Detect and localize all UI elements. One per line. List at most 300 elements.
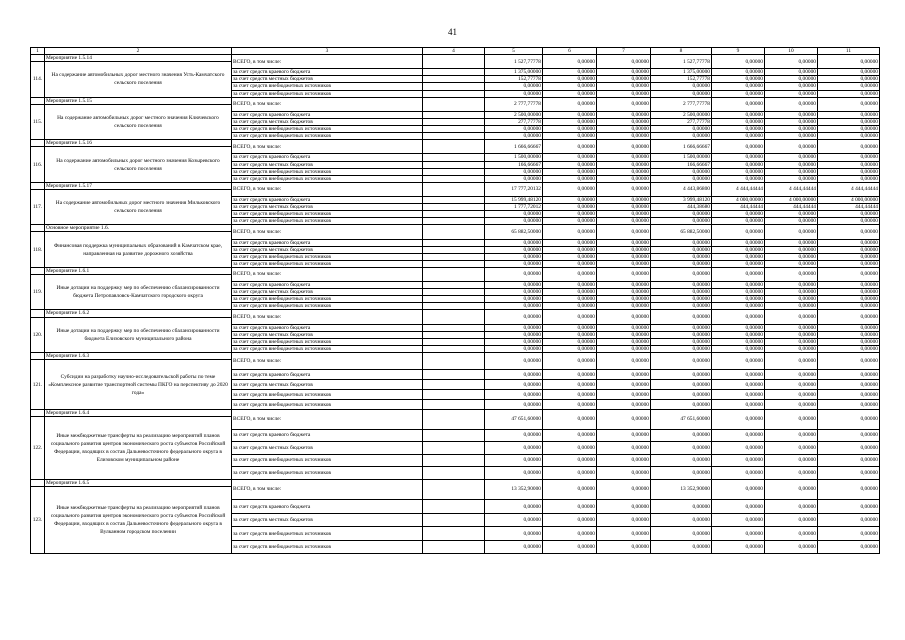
blank-cell bbox=[31, 310, 45, 317]
amount-cell: 4 000,00000 bbox=[765, 196, 818, 203]
amount-cell: 0,00000 bbox=[597, 267, 651, 281]
amount-cell: 0,00000 bbox=[597, 345, 651, 352]
amount-cell: 0,00000 bbox=[818, 338, 880, 345]
amount-cell: 0,00000 bbox=[597, 303, 651, 310]
amount-cell: 2 500,00000 bbox=[485, 111, 543, 118]
amount-cell: 47 651,60000 bbox=[651, 410, 712, 430]
funding-source: за счет средств внебюджетных источников bbox=[232, 175, 423, 182]
amount-cell: 0,00000 bbox=[597, 211, 651, 218]
column-number: 9 bbox=[712, 48, 765, 55]
amount-cell: 0,00000 bbox=[543, 479, 597, 500]
amount-cell: 0,00000 bbox=[485, 303, 543, 310]
amount-cell: 0,00000 bbox=[543, 182, 597, 196]
amount-cell: 0,00000 bbox=[597, 400, 651, 410]
blank-cell bbox=[423, 204, 485, 211]
amount-cell: 0,00000 bbox=[543, 126, 597, 133]
amount-cell: 0,00000 bbox=[597, 260, 651, 267]
amount-cell: 2 777,77778 bbox=[485, 97, 543, 111]
amount-cell: 0,00000 bbox=[818, 324, 880, 331]
amount-cell: 0,00000 bbox=[597, 111, 651, 118]
amount-cell: 0,00000 bbox=[818, 454, 880, 467]
blank-cell bbox=[423, 400, 485, 410]
amount-cell: 0,00000 bbox=[765, 97, 818, 111]
amount-cell: 0,00000 bbox=[765, 168, 818, 175]
amount-cell: 0,00000 bbox=[712, 400, 765, 410]
amount-cell: 0,00000 bbox=[712, 126, 765, 133]
amount-cell: 0,00000 bbox=[765, 55, 818, 69]
funding-source: за счет средств краевого бюджета bbox=[232, 500, 423, 514]
amount-cell: 0,00000 bbox=[765, 370, 818, 380]
amount-cell: 0,00000 bbox=[651, 513, 712, 527]
funding-source: за счет средств краевого бюджета bbox=[232, 196, 423, 203]
blank-cell bbox=[31, 267, 45, 274]
group-code-row bbox=[31, 267, 880, 274]
blank-cell bbox=[423, 111, 485, 118]
amount-cell: 0,00000 bbox=[818, 390, 880, 400]
funding-source: за счет средств местных бюджетов bbox=[232, 442, 423, 455]
amount-cell: 0,00000 bbox=[818, 161, 880, 168]
amount-cell: 4 444,44444 bbox=[765, 182, 818, 196]
amount-cell: 0,00000 bbox=[712, 118, 765, 125]
group-code-row bbox=[31, 225, 880, 232]
amount-cell: 0,00000 bbox=[543, 204, 597, 211]
blank-cell bbox=[423, 454, 485, 467]
amount-cell: 0,00000 bbox=[651, 289, 712, 296]
amount-cell: 0,00000 bbox=[543, 442, 597, 455]
amount-cell: 0,00000 bbox=[712, 175, 765, 182]
row-index: 114. bbox=[31, 62, 45, 97]
amount-cell: 0,00000 bbox=[597, 540, 651, 554]
funding-source: за счет средств внебюджетных источников bbox=[232, 338, 423, 345]
amount-cell: 0,00000 bbox=[818, 225, 880, 239]
column-number: 4 bbox=[423, 48, 485, 55]
blank-cell bbox=[423, 196, 485, 203]
amount-cell: 0,00000 bbox=[712, 239, 765, 246]
blank-cell bbox=[423, 246, 485, 253]
amount-cell: 0,00000 bbox=[765, 90, 818, 97]
amount-cell: 4 444,44444 bbox=[712, 182, 765, 196]
amount-cell: 0,00000 bbox=[597, 55, 651, 69]
amount-cell: 0,00000 bbox=[765, 400, 818, 410]
amount-cell: 0,00000 bbox=[818, 345, 880, 352]
amount-cell: 0,00000 bbox=[543, 410, 597, 430]
amount-cell: 0,00000 bbox=[651, 467, 712, 480]
amount-cell: 0,00000 bbox=[651, 324, 712, 331]
amount-cell: 0,00000 bbox=[712, 429, 765, 442]
budget-table bbox=[30, 47, 880, 554]
amount-cell: 0,00000 bbox=[818, 400, 880, 410]
amount-cell: 0,00000 bbox=[651, 126, 712, 133]
blank-cell bbox=[423, 154, 485, 161]
amount-cell: 0,00000 bbox=[543, 260, 597, 267]
amount-cell: 0,00000 bbox=[543, 282, 597, 289]
funding-source: за счет средств внебюджетных источников bbox=[232, 211, 423, 218]
amount-cell: 0,00000 bbox=[485, 239, 543, 246]
amount-cell: 0,00000 bbox=[543, 90, 597, 97]
amount-cell: 0,00000 bbox=[651, 239, 712, 246]
measure-code: Мероприятие 1.5.16 bbox=[45, 140, 232, 147]
amount-cell: 444,44444 bbox=[818, 204, 880, 211]
column-number: 8 bbox=[651, 48, 712, 55]
funding-source: за счет средств местных бюджетов bbox=[232, 513, 423, 527]
amount-cell: 0,00000 bbox=[485, 527, 543, 541]
amount-cell: 0,00000 bbox=[543, 76, 597, 83]
amount-cell: 0,00000 bbox=[597, 253, 651, 260]
amount-cell: 166,66667 bbox=[651, 161, 712, 168]
amount-cell: 0,00000 bbox=[712, 168, 765, 175]
amount-cell: 0,00000 bbox=[485, 513, 543, 527]
amount-cell: 0,00000 bbox=[597, 479, 651, 500]
amount-cell: 0,00000 bbox=[818, 310, 880, 324]
amount-cell: 0,00000 bbox=[818, 239, 880, 246]
amount-cell: 0,00000 bbox=[485, 218, 543, 225]
blank-cell bbox=[423, 90, 485, 97]
amount-cell: 0,00000 bbox=[485, 442, 543, 455]
amount-cell: 0,00000 bbox=[712, 83, 765, 90]
amount-cell: 0,00000 bbox=[765, 133, 818, 140]
amount-cell: 0,00000 bbox=[543, 500, 597, 514]
amount-cell: 0,00000 bbox=[818, 126, 880, 133]
amount-cell: 0,00000 bbox=[543, 267, 597, 281]
amount-cell: 0,00000 bbox=[765, 454, 818, 467]
amount-cell: 0,00000 bbox=[818, 479, 880, 500]
amount-cell: 0,00000 bbox=[651, 400, 712, 410]
amount-cell: 0,00000 bbox=[818, 289, 880, 296]
funding-source: за счет средств краевого бюджета bbox=[232, 154, 423, 161]
measure-description: Иные межбюджетные трансферты на реализацию мероприятий планов социального развития центров экономического роста субъектов Российской Федерации, входящих в состав Дальневосточного федерального округа в Вулканном городском поселении bbox=[45, 486, 232, 554]
amount-cell: 0,00000 bbox=[712, 97, 765, 111]
amount-cell: 0,00000 bbox=[765, 479, 818, 500]
amount-cell: 0,00000 bbox=[712, 310, 765, 324]
amount-cell: 0,00000 bbox=[765, 429, 818, 442]
amount-cell: 0,00000 bbox=[712, 140, 765, 154]
amount-cell: 0,00000 bbox=[597, 429, 651, 442]
blank-cell bbox=[423, 126, 485, 133]
amount-cell: 0,00000 bbox=[651, 454, 712, 467]
amount-cell: 0,00000 bbox=[543, 161, 597, 168]
amount-cell: 0,00000 bbox=[712, 225, 765, 239]
amount-cell: 0,00000 bbox=[651, 429, 712, 442]
amount-cell: 0,00000 bbox=[712, 410, 765, 430]
amount-cell: 0,00000 bbox=[485, 540, 543, 554]
blank-cell bbox=[423, 69, 485, 76]
amount-cell: 0,00000 bbox=[765, 303, 818, 310]
funding-source: за счет средств местных бюджетов bbox=[232, 331, 423, 338]
funding-source: за счет средств внебюджетных источников bbox=[232, 90, 423, 97]
amount-cell: 0,00000 bbox=[597, 204, 651, 211]
measure-description: Иные дотации на поддержку мер по обеспечению сбалансированности бюджета Елизовского муниципального района bbox=[45, 317, 232, 352]
blank-cell bbox=[423, 345, 485, 352]
amount-cell: 0,00000 bbox=[712, 90, 765, 97]
amount-cell: 0,00000 bbox=[765, 345, 818, 352]
blank-cell bbox=[423, 410, 485, 430]
amount-cell: 0,00000 bbox=[712, 289, 765, 296]
blank-cell bbox=[423, 267, 485, 281]
column-number: 2 bbox=[45, 48, 232, 55]
amount-cell: 0,00000 bbox=[765, 69, 818, 76]
amount-cell: 0,00000 bbox=[485, 370, 543, 380]
amount-cell: 0,00000 bbox=[485, 400, 543, 410]
amount-cell: 0,00000 bbox=[597, 225, 651, 239]
funding-source: за счет средств местных бюджетов bbox=[232, 246, 423, 253]
amount-cell: 444,44444 bbox=[712, 204, 765, 211]
funding-source: за счет средств краевого бюджета bbox=[232, 69, 423, 76]
amount-cell: 0,00000 bbox=[818, 253, 880, 260]
amount-cell: 0,00000 bbox=[485, 390, 543, 400]
amount-cell: 0,00000 bbox=[712, 390, 765, 400]
blank-cell bbox=[423, 168, 485, 175]
amount-cell: 0,00000 bbox=[818, 168, 880, 175]
amount-cell: 0,00000 bbox=[712, 55, 765, 69]
amount-cell: 0,00000 bbox=[597, 289, 651, 296]
funding-source: ВСЕГО, в том числе: bbox=[232, 55, 423, 69]
amount-cell: 4 000,00000 bbox=[818, 196, 880, 203]
amount-cell: 0,00000 bbox=[543, 400, 597, 410]
amount-cell: 0,00000 bbox=[818, 140, 880, 154]
amount-cell: 0,00000 bbox=[818, 500, 880, 514]
amount-cell: 0,00000 bbox=[712, 282, 765, 289]
amount-cell: 0,00000 bbox=[818, 55, 880, 69]
amount-cell: 0,00000 bbox=[765, 211, 818, 218]
blank-cell bbox=[423, 83, 485, 90]
funding-source: за счет средств местных бюджетов bbox=[232, 118, 423, 125]
group-code-row bbox=[31, 55, 880, 62]
funding-source: за счет средств местных бюджетов bbox=[232, 204, 423, 211]
funding-source: за счет средств краевого бюджета bbox=[232, 370, 423, 380]
group-code-row bbox=[31, 140, 880, 147]
blank-cell bbox=[423, 282, 485, 289]
amount-cell: 0,00000 bbox=[485, 260, 543, 267]
amount-cell: 13 352,90000 bbox=[485, 479, 543, 500]
amount-cell: 0,00000 bbox=[818, 260, 880, 267]
group-code-row bbox=[31, 182, 880, 189]
amount-cell: 0,00000 bbox=[485, 175, 543, 182]
amount-cell: 0,00000 bbox=[765, 338, 818, 345]
funding-source: за счет средств местных бюджетов bbox=[232, 289, 423, 296]
measure-code: Мероприятие 1.6.2 bbox=[45, 310, 232, 317]
amount-cell: 0,00000 bbox=[818, 211, 880, 218]
blank-cell bbox=[423, 380, 485, 390]
amount-cell: 0,00000 bbox=[712, 211, 765, 218]
funding-source: за счет средств внебюджетных источников bbox=[232, 454, 423, 467]
blank-cell bbox=[31, 225, 45, 232]
group-code-row bbox=[31, 410, 880, 417]
amount-cell: 0,00000 bbox=[712, 303, 765, 310]
amount-cell: 444,38680 bbox=[651, 204, 712, 211]
amount-cell: 0,00000 bbox=[597, 390, 651, 400]
amount-cell: 0,00000 bbox=[543, 97, 597, 111]
amount-cell: 0,00000 bbox=[818, 76, 880, 83]
amount-cell: 0,00000 bbox=[765, 527, 818, 541]
amount-cell: 0,00000 bbox=[485, 90, 543, 97]
amount-cell: 0,00000 bbox=[485, 246, 543, 253]
amount-cell: 0,00000 bbox=[543, 175, 597, 182]
funding-source: за счет средств внебюджетных источников bbox=[232, 253, 423, 260]
amount-cell: 1 375,00000 bbox=[485, 69, 543, 76]
funding-source: за счет средств местных бюджетов bbox=[232, 76, 423, 83]
amount-cell: 0,00000 bbox=[543, 467, 597, 480]
amount-cell: 0,00000 bbox=[543, 345, 597, 352]
amount-cell: 0,00000 bbox=[651, 310, 712, 324]
measure-code: Мероприятие 1.5.17 bbox=[45, 182, 232, 189]
amount-cell: 65 882,50000 bbox=[651, 225, 712, 239]
amount-cell: 0,00000 bbox=[712, 380, 765, 390]
amount-cell: 0,00000 bbox=[765, 218, 818, 225]
amount-cell: 0,00000 bbox=[818, 331, 880, 338]
amount-cell: 13 352,90000 bbox=[651, 479, 712, 500]
funding-source: за счет средств внебюджетных источников bbox=[232, 218, 423, 225]
amount-cell: 0,00000 bbox=[651, 380, 712, 390]
amount-cell: 0,00000 bbox=[765, 467, 818, 480]
amount-cell: 0,00000 bbox=[543, 303, 597, 310]
amount-cell: 1 527,77778 bbox=[651, 55, 712, 69]
measure-description: На содержание автомобильных дорог местного значения Мильковского сельского поселения bbox=[45, 189, 232, 224]
amount-cell: 0,00000 bbox=[818, 175, 880, 182]
amount-cell: 4 000,00000 bbox=[712, 196, 765, 203]
blank-cell bbox=[31, 97, 45, 104]
amount-cell: 444,44444 bbox=[765, 204, 818, 211]
funding-source: за счет средств внебюджетных источников bbox=[232, 527, 423, 541]
amount-cell: 0,00000 bbox=[597, 69, 651, 76]
measure-description: Финансовая поддержка муниципальных образований в Камчатском крае, направленная на развитие дорожного хозяйства bbox=[45, 232, 232, 267]
amount-cell: 0,00000 bbox=[597, 90, 651, 97]
amount-cell: 0,00000 bbox=[485, 83, 543, 90]
amount-cell: 0,00000 bbox=[485, 345, 543, 352]
amount-cell: 0,00000 bbox=[543, 69, 597, 76]
column-number: 11 bbox=[818, 48, 880, 55]
amount-cell: 0,00000 bbox=[543, 196, 597, 203]
funding-source: ВСЕГО, в том числе: bbox=[232, 353, 423, 370]
column-number: 10 bbox=[765, 48, 818, 55]
amount-cell: 0,00000 bbox=[818, 380, 880, 390]
amount-cell: 1 500,00000 bbox=[485, 154, 543, 161]
amount-cell: 0,00000 bbox=[485, 324, 543, 331]
amount-cell: 0,00000 bbox=[485, 289, 543, 296]
blank-cell bbox=[423, 182, 485, 196]
blank-cell bbox=[423, 442, 485, 455]
amount-cell: 0,00000 bbox=[765, 540, 818, 554]
amount-cell: 0,00000 bbox=[485, 133, 543, 140]
amount-cell: 0,00000 bbox=[818, 267, 880, 281]
amount-cell: 0,00000 bbox=[597, 182, 651, 196]
amount-cell: 1 666,66667 bbox=[651, 140, 712, 154]
amount-cell: 0,00000 bbox=[712, 338, 765, 345]
funding-source: за счет средств внебюджетных источников bbox=[232, 260, 423, 267]
amount-cell: 0,00000 bbox=[712, 540, 765, 554]
blank-cell bbox=[423, 211, 485, 218]
amount-cell: 0,00000 bbox=[765, 83, 818, 90]
amount-cell: 0,00000 bbox=[597, 246, 651, 253]
amount-cell: 0,00000 bbox=[651, 353, 712, 370]
amount-cell: 0,00000 bbox=[818, 218, 880, 225]
amount-cell: 0,00000 bbox=[597, 126, 651, 133]
amount-cell: 0,00000 bbox=[597, 370, 651, 380]
amount-cell: 0,00000 bbox=[765, 442, 818, 455]
amount-cell: 0,00000 bbox=[543, 211, 597, 218]
amount-cell: 0,00000 bbox=[543, 310, 597, 324]
blank-cell bbox=[423, 338, 485, 345]
amount-cell: 0,00000 bbox=[712, 479, 765, 500]
amount-cell: 0,00000 bbox=[485, 296, 543, 303]
row-index: 118. bbox=[31, 232, 45, 267]
amount-cell: 0,00000 bbox=[765, 324, 818, 331]
funding-source: ВСЕГО, в том числе: bbox=[232, 97, 423, 111]
amount-cell: 0,00000 bbox=[485, 126, 543, 133]
amount-cell: 0,00000 bbox=[765, 253, 818, 260]
amount-cell: 0,00000 bbox=[765, 239, 818, 246]
amount-cell: 1 500,00000 bbox=[651, 154, 712, 161]
amount-cell: 0,00000 bbox=[765, 282, 818, 289]
funding-source: ВСЕГО, в том числе: bbox=[232, 310, 423, 324]
amount-cell: 0,00000 bbox=[712, 345, 765, 352]
amount-cell: 0,00000 bbox=[651, 175, 712, 182]
column-number: 6 bbox=[543, 48, 597, 55]
blank-cell bbox=[423, 479, 485, 500]
amount-cell: 0,00000 bbox=[543, 380, 597, 390]
header-row bbox=[31, 48, 880, 55]
column-number: 1 bbox=[31, 48, 45, 55]
amount-cell: 0,00000 bbox=[712, 218, 765, 225]
funding-source: за счет средств внебюджетных источников bbox=[232, 83, 423, 90]
funding-source: ВСЕГО, в том числе: bbox=[232, 140, 423, 154]
funding-source: за счет средств внебюджетных источников bbox=[232, 126, 423, 133]
amount-cell: 0,00000 bbox=[765, 260, 818, 267]
amount-cell: 0,00000 bbox=[765, 161, 818, 168]
amount-cell: 0,00000 bbox=[597, 168, 651, 175]
blank-cell bbox=[423, 429, 485, 442]
amount-cell: 0,00000 bbox=[712, 253, 765, 260]
amount-cell: 1 527,77778 bbox=[485, 55, 543, 69]
amount-cell: 0,00000 bbox=[597, 527, 651, 541]
amount-cell: 0,00000 bbox=[543, 133, 597, 140]
amount-cell: 0,00000 bbox=[712, 442, 765, 455]
column-number: 7 bbox=[597, 48, 651, 55]
amount-cell: 0,00000 bbox=[485, 353, 543, 370]
amount-cell: 0,00000 bbox=[651, 246, 712, 253]
funding-source: за счет средств внебюджетных источников bbox=[232, 390, 423, 400]
blank-cell bbox=[423, 370, 485, 380]
amount-cell: 0,00000 bbox=[651, 211, 712, 218]
amount-cell: 0,00000 bbox=[651, 331, 712, 338]
blank-cell bbox=[31, 55, 45, 62]
row-index: 121. bbox=[31, 360, 45, 410]
amount-cell: 0,00000 bbox=[543, 218, 597, 225]
blank-cell bbox=[423, 97, 485, 111]
amount-cell: 0,00000 bbox=[597, 97, 651, 111]
amount-cell: 0,00000 bbox=[597, 154, 651, 161]
blank-cell bbox=[423, 303, 485, 310]
funding-source: за счет средств краевого бюджета bbox=[232, 111, 423, 118]
amount-cell: 0,00000 bbox=[712, 500, 765, 514]
amount-cell: 0,00000 bbox=[597, 454, 651, 467]
amount-cell: 0,00000 bbox=[765, 310, 818, 324]
amount-cell: 47 651,60000 bbox=[485, 410, 543, 430]
blank-cell bbox=[423, 118, 485, 125]
funding-source: за счет средств внебюджетных источников bbox=[232, 345, 423, 352]
amount-cell: 0,00000 bbox=[818, 527, 880, 541]
amount-cell: 0,00000 bbox=[597, 83, 651, 90]
amount-cell: 0,00000 bbox=[597, 513, 651, 527]
amount-cell: 4 444,44444 bbox=[818, 182, 880, 196]
blank-cell bbox=[31, 182, 45, 189]
amount-cell: 0,00000 bbox=[712, 370, 765, 380]
amount-cell: 0,00000 bbox=[818, 282, 880, 289]
measure-code: Мероприятие 1.6.1 bbox=[45, 267, 232, 274]
amount-cell: 0,00000 bbox=[543, 296, 597, 303]
row-index: 122. bbox=[31, 417, 45, 480]
amount-cell: 0,00000 bbox=[597, 296, 651, 303]
amount-cell: 0,00000 bbox=[485, 282, 543, 289]
